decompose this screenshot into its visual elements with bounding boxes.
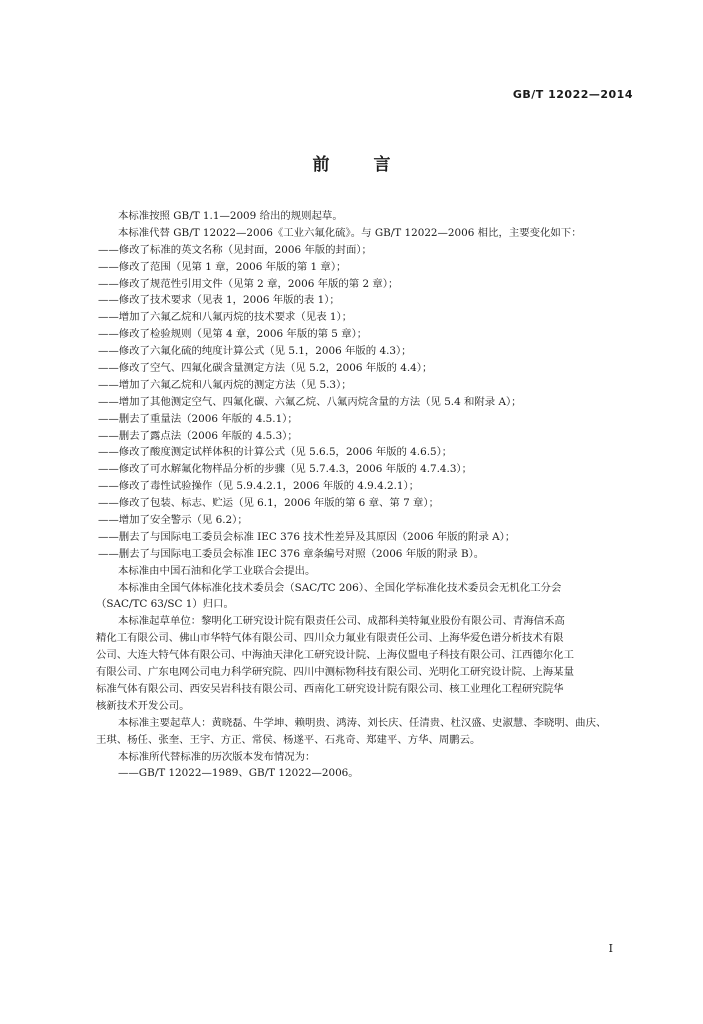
- drafting-units-line: 公司、大连大特气体有限公司、中海油天津化工研究设计院、上海仪盟电子科技有限公司、江西德尔化工: [96, 649, 574, 662]
- change-list: [96, 242, 636, 563]
- change-item: ——修改了范围（见第 1 章，2006 年版的第 1 章）；: [98, 260, 347, 273]
- change-item: ——修改了可水解氟化物样品分析的步骤（见 5.7.4.3，2006 年版的 4.7.4.3）；: [98, 463, 473, 476]
- foreword-body: [96, 208, 636, 782]
- change-item: ——修改了检验规则（见第 4 章，2006 年版的第 5 章）；: [98, 328, 368, 341]
- change-item: ——增加了六氟乙烷和八氟丙烷的测定方法（见 5.3）；: [98, 378, 352, 391]
- intro-line-1: 本标准按照 GB/T 1.1—2009 给出的规则起草。: [118, 210, 343, 222]
- drafting-units-line: 精化工有限公司、佛山市华特气体有限公司、四川众力氟业有限责任公司、上海华爱色谱分析技术有限: [96, 632, 564, 645]
- change-item: ——修改了技术要求（见表 1，2006 年版的表 1）；: [98, 294, 340, 307]
- history-label: 本标准所代替标准的历次版本发布情况为：: [118, 750, 316, 763]
- change-item: ——修改了标准的英文名称（见封面，2006 年版的封面）；: [98, 243, 372, 256]
- history-versions: ——GB/T 12022—1989、GB/T 12022—2006。: [118, 767, 359, 780]
- change-item: ——修改了毒性试验操作（见 5.9.4.2.1，2006 年版的 4.9.4.2.1）；: [98, 480, 420, 493]
- drafting-units-line: 有限公司、广东电网公司电力科学研究院、四川中测标物科技有限公司、光明化工研究设计院、上海某量: [96, 666, 574, 679]
- managed-by-line: 本标准由全国气体标准化技术委员会（SAC/TC 206）、全国化学标准化技术委员会无机化工分会: [118, 581, 562, 594]
- change-item: ——修改了包装、标志、贮运（见 6.1，2006 年版的第 6 章、第 7 章）；: [98, 497, 439, 510]
- drafters-line: 本标准主要起草人：黄晓磊、牛学坤、赖明贵、鸿涛、刘长庆、任清贵、杜汉盛、史淑慧、李晓明、曲庆、: [118, 716, 607, 729]
- drafting-units: [96, 613, 636, 714]
- change-item: ——修改了酸度测定试样体积的计算公式（见 5.6.5，2006 年版的 4.6.5）；: [98, 446, 453, 459]
- drafting-units-line: 核新技术开发公司。: [96, 699, 190, 712]
- change-item: ——增加了安全警示（见 6.2）；: [98, 514, 248, 527]
- proposed-by: 本标准由中国石油和化学工业联合会提出。: [118, 564, 316, 577]
- managed-by: [96, 580, 636, 614]
- intro-line-2: 本标准代替 GB/T 12022—2006《工业六氟化硫》。与 GB/T 12022—2006 相比，主要变化如下：: [118, 226, 582, 239]
- change-item: ——删去了与国际电工委员会标准 IEC 376 章条编号对照（2006 年版的附录 B）。: [98, 547, 485, 560]
- standard-code: GB/T 12022—2014: [512, 88, 633, 101]
- change-item: ——删去了重量法（2006 年版的 4.5.1）；: [98, 412, 298, 425]
- change-item: ——删去了与国际电工委员会标准 IEC 376 技术性差异及其原因（2006 年版的附录 A）；: [98, 530, 516, 543]
- managed-by-line: （SAC/TC 63/SC 1）归口。: [96, 598, 234, 611]
- change-item: ——增加了其他测定空气、四氟化碳、六氟乙烷、八氟丙烷含量的方法（见 5.4 和附录 A）；: [98, 395, 522, 408]
- drafters-line: 王琪、杨任、张奎、王宇、方正、常侯、杨遂平、石兆奇、郑建平、方华、周鹏云。: [96, 733, 481, 746]
- change-item: ——删去了露点法（2006 年版的 4.5.3）；: [98, 429, 298, 442]
- change-item: ——增加了六氟乙烷和八氟丙烷的技术要求（见表 1）；: [98, 311, 353, 324]
- drafting-units-line: 本标准起草单位：黎明化工研究设计院有限责任公司、成都科美特氟业股份有限公司、青海信禾高: [118, 615, 565, 628]
- drafting-units-line: 标准气体有限公司、西安吴岩科技有限公司、西南化工研究设计院有限公司、核工业理化工程研究院华: [96, 682, 564, 695]
- drafters: [96, 715, 636, 749]
- page-title: 前言: [312, 155, 435, 175]
- change-item: ——修改了规范性引用文件（见第 2 章，2006 年版的第 2 章）；: [98, 277, 399, 290]
- change-item: ——修改了六氟化硫的纯度计算公式（见 5.1，2006 年版的 4.3）；: [98, 345, 412, 358]
- page-number: I: [608, 942, 613, 955]
- change-item: ——修改了空气、四氟化碳含量测定方法（见 5.2，2006 年版的 4.4）；: [98, 362, 433, 375]
